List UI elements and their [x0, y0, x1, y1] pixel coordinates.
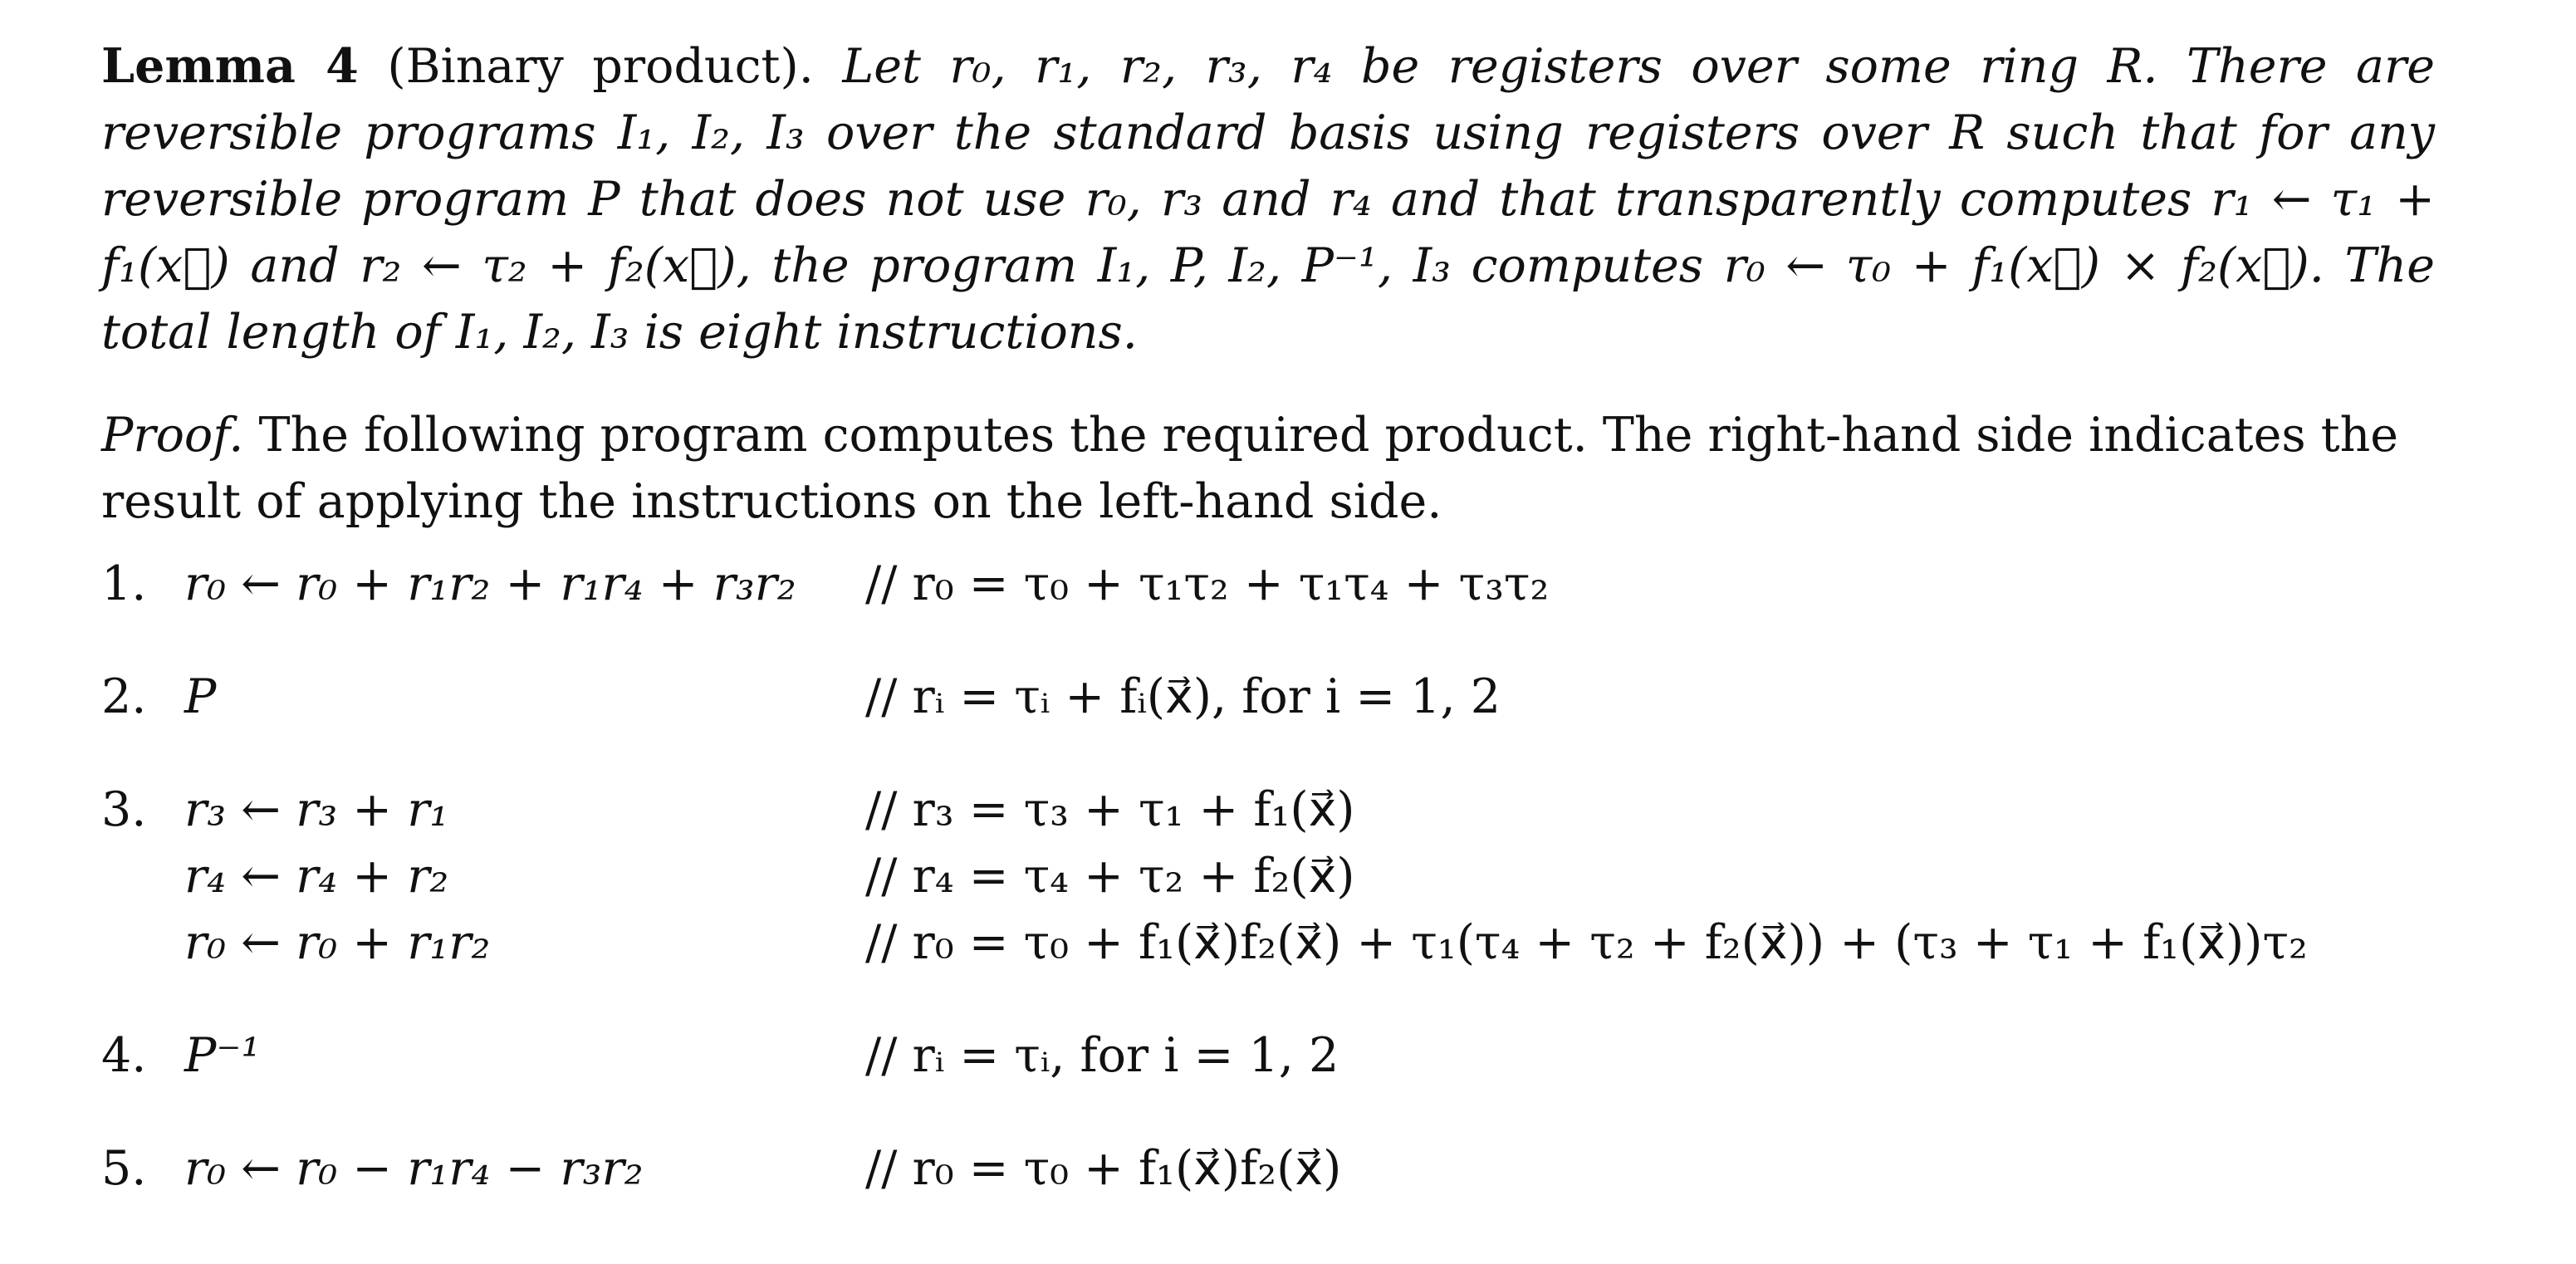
program-line	[101, 669, 2435, 736]
step-number: 3.	[101, 782, 147, 837]
instruction-comment: // r₀ = τ₀ + f₁(x⃗)f₂(x⃗)	[865, 1141, 1342, 1196]
instruction: P⁻¹	[184, 1028, 261, 1083]
step-number: 1.	[101, 556, 147, 611]
program-step-2	[101, 669, 2435, 736]
instruction: r₃ ← r₃ + r₁	[184, 782, 449, 837]
program-step-1	[101, 556, 2435, 623]
instruction: r₄ ← r₄ + r₂	[184, 849, 449, 904]
instruction: P	[184, 669, 217, 724]
program-line	[101, 849, 2435, 915]
lemma-heading: Lemma 4	[101, 38, 359, 94]
lemma-name: (Binary product).	[387, 39, 814, 94]
step-number: 4.	[101, 1028, 147, 1083]
step-number: 2.	[101, 669, 147, 724]
program-step-5	[101, 1141, 2435, 1208]
spacer	[101, 1095, 2435, 1141]
program-line	[101, 556, 2435, 623]
spacer	[101, 736, 2435, 782]
lemma-statement: Let r₀, r₁, r₂, r₃, r₄ be registers over some ring R. There are reversible programs I₁, I₂, I₃ over the standard basis using registers over R such that for any reversible program P that does not use r₀, r₃ and r₄ and that transparently computes r₁ ← τ₁ + f₁(x⃗) and r₂ ← τ₂ + f₂(x⃗), the program I₁, P, I₂, P⁻¹, I₃ computes r₀ ← τ₀ + f₁(x⃗) × f₂(x⃗). The total length of I₁, I₂, I₃ is eight instructions.	[101, 39, 2435, 360]
instruction-comment: // r₀ = τ₀ + f₁(x⃗)f₂(x⃗) + τ₁(τ₄ + τ₂ + f₂(x⃗)) + (τ₃ + τ₁ + f₁(x⃗))τ₂	[865, 915, 2308, 970]
proof-label: Proof.	[101, 408, 244, 463]
instruction-comment: // rᵢ = τᵢ + fᵢ(x⃗), for i = 1, 2	[865, 669, 1501, 724]
lemma-block	[101, 33, 2435, 365]
proof-text: The following program computes the required product. The right-hand side indicates the result of applying the instructions on the left-hand side.	[101, 408, 2399, 529]
program-line	[101, 782, 2435, 849]
proof-block	[101, 402, 2435, 535]
step-number: 5.	[101, 1141, 147, 1196]
spacer	[101, 982, 2435, 1028]
instruction-comment: // r₀ = τ₀ + τ₁τ₂ + τ₁τ₄ + τ₃τ₂	[865, 556, 1550, 611]
instruction-comment: // r₄ = τ₄ + τ₂ + f₂(x⃗)	[865, 849, 1355, 904]
program-listing	[101, 556, 2435, 1208]
program-step-3	[101, 782, 2435, 982]
program-line	[101, 1028, 2435, 1095]
instruction: r₀ ← r₀ − r₁r₄ − r₃r₂	[184, 1141, 644, 1196]
instruction-comment: // rᵢ = τᵢ, for i = 1, 2	[865, 1028, 1339, 1083]
program-step-4	[101, 1028, 2435, 1095]
instruction-comment: // r₃ = τ₃ + τ₁ + f₁(x⃗)	[865, 782, 1355, 837]
spacer	[101, 623, 2435, 669]
instruction: r₀ ← r₀ + r₁r₂ + r₁r₄ + r₃r₂	[184, 556, 796, 611]
instruction: r₀ ← r₀ + r₁r₂	[184, 915, 491, 970]
paper-body	[101, 33, 2435, 1208]
program-line	[101, 915, 2435, 982]
program-line	[101, 1141, 2435, 1208]
